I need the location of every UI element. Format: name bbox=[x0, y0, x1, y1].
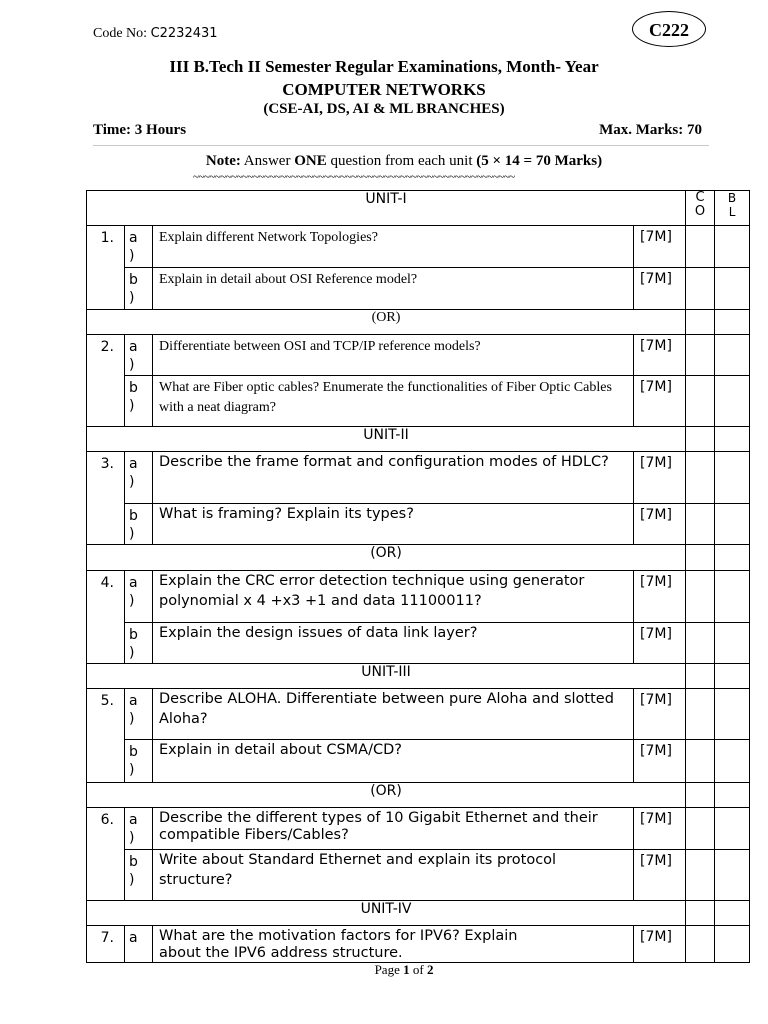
note-text-1: Answer bbox=[240, 153, 295, 169]
question-row bbox=[87, 268, 750, 310]
bl-cell bbox=[715, 504, 750, 545]
tilde-divider: ~~~~~~~~~~~~~~~~~~~~~~~~~~~~~~~~~~~~~~~~~~~~~~~~~~~~~~~~~~~ bbox=[193, 171, 515, 183]
co-cell bbox=[686, 335, 715, 376]
co-cell bbox=[686, 783, 715, 808]
or-row bbox=[87, 783, 750, 808]
bl-cell bbox=[715, 452, 750, 504]
page-total: 2 bbox=[426, 962, 434, 977]
page-label: Page bbox=[374, 962, 404, 977]
marks-cell: [7M] bbox=[634, 623, 686, 664]
question-text: Differentiate between OSI and TCP/IP reference models? bbox=[153, 335, 634, 376]
co-cell bbox=[686, 850, 715, 901]
question-number: 4. bbox=[87, 571, 125, 664]
page-footer bbox=[0, 962, 768, 978]
max-marks: Max. Marks: 70 bbox=[599, 122, 702, 138]
bl-cell bbox=[715, 571, 750, 623]
paper-code-badge: C222 bbox=[632, 11, 706, 47]
or-separator: (OR) bbox=[87, 310, 686, 335]
page-number: 1 bbox=[403, 962, 410, 977]
question-row bbox=[87, 571, 750, 623]
marks-cell: [7M] bbox=[634, 850, 686, 901]
unit-heading: UNIT-II bbox=[87, 427, 686, 452]
marks-cell: [7M] bbox=[634, 504, 686, 545]
sub-label: b ) bbox=[125, 268, 153, 310]
or-row bbox=[87, 310, 750, 335]
sub-label: a ) bbox=[125, 226, 153, 268]
question-text bbox=[153, 926, 634, 963]
unit-row bbox=[87, 191, 750, 226]
note-text-2: question from each unit bbox=[326, 153, 477, 169]
bl-cell bbox=[715, 850, 750, 901]
co-cell bbox=[686, 545, 715, 571]
code-label: Code No: bbox=[93, 26, 151, 41]
marks-cell: [7M] bbox=[634, 740, 686, 783]
question-row bbox=[87, 335, 750, 376]
question-text-line: What are the motivation factors for IPV6? Explain bbox=[159, 928, 518, 944]
co-cell bbox=[686, 623, 715, 664]
co-cell bbox=[686, 926, 715, 963]
sub-label: b ) bbox=[125, 623, 153, 664]
co-cell bbox=[686, 808, 715, 850]
co-cell bbox=[686, 664, 715, 689]
bl-cell bbox=[715, 427, 750, 452]
note-one: ONE bbox=[294, 153, 327, 169]
co-cell bbox=[686, 504, 715, 545]
code-number bbox=[93, 26, 218, 42]
bl-cell bbox=[715, 783, 750, 808]
co-cell bbox=[686, 689, 715, 740]
co-cell bbox=[686, 571, 715, 623]
question-number: 5. bbox=[87, 689, 125, 783]
unit-heading: UNIT-I bbox=[87, 191, 686, 226]
co-header bbox=[686, 191, 715, 226]
question-number: 2. bbox=[87, 335, 125, 427]
question-text: What is framing? Explain its types? bbox=[153, 504, 634, 545]
question-text: Describe ALOHA. Differentiate between pure Aloha and slotted Aloha? bbox=[153, 689, 634, 740]
bl-cell bbox=[715, 740, 750, 783]
bl-cell bbox=[715, 310, 750, 335]
question-row bbox=[87, 504, 750, 545]
question-row bbox=[87, 226, 750, 268]
or-row bbox=[87, 545, 750, 571]
branches-line: (CSE-AI, DS, AI & ML BRANCHES) bbox=[263, 101, 505, 117]
question-number: 3. bbox=[87, 452, 125, 545]
sub-label: a ) bbox=[125, 335, 153, 376]
marks-cell: [7M] bbox=[634, 571, 686, 623]
sub-label: a ) bbox=[125, 452, 153, 504]
question-text: Explain the CRC error detection technique using generator polynomial x 4 +x3 +1 and data 11100011? bbox=[153, 571, 634, 623]
co-cell bbox=[686, 452, 715, 504]
sub-label: b ) bbox=[125, 504, 153, 545]
bl-header bbox=[715, 191, 750, 226]
marks-cell: [7M] bbox=[634, 808, 686, 850]
question-text: Describe the different types of 10 Gigabit Ethernet and their compatible Fibers/Cables? bbox=[153, 808, 634, 850]
co-cell bbox=[686, 427, 715, 452]
sub-label: a ) bbox=[125, 808, 153, 850]
sub-label: a ) bbox=[125, 571, 153, 623]
co-cell bbox=[686, 740, 715, 783]
time-allowed: Time: 3 Hours bbox=[93, 122, 187, 138]
question-table bbox=[86, 190, 750, 963]
unit-row bbox=[87, 901, 750, 926]
bl-cell bbox=[715, 808, 750, 850]
co-cell bbox=[686, 376, 715, 427]
sub-label: b ) bbox=[125, 376, 153, 427]
bl-cell bbox=[715, 226, 750, 268]
unit-heading: UNIT-III bbox=[87, 664, 686, 689]
question-text: Explain different Network Topologies? bbox=[153, 226, 634, 268]
note-label: Note: bbox=[205, 153, 241, 169]
question-row bbox=[87, 740, 750, 783]
unit-heading: UNIT-IV bbox=[87, 901, 686, 926]
question-number: 7. bbox=[87, 926, 125, 963]
sub-label: a bbox=[125, 926, 153, 963]
question-text: Explain in detail about CSMA/CD? bbox=[153, 740, 634, 783]
or-separator: (OR) bbox=[87, 783, 686, 808]
question-row bbox=[87, 623, 750, 664]
exam-title: III B.Tech II Semester Regular Examinations, Month- Year bbox=[169, 57, 599, 76]
marks-cell: [7M] bbox=[634, 689, 686, 740]
question-text: Explain the design issues of data link layer? bbox=[153, 623, 634, 664]
question-row bbox=[87, 808, 750, 850]
header-divider bbox=[93, 145, 709, 146]
marks-cell: [7M] bbox=[634, 268, 686, 310]
marks-cell: [7M] bbox=[634, 452, 686, 504]
bl-cell bbox=[715, 689, 750, 740]
question-number: 1. bbox=[87, 226, 125, 310]
bl-header-line: L bbox=[728, 205, 736, 219]
bl-cell bbox=[715, 664, 750, 689]
marks-cell: [7M] bbox=[634, 226, 686, 268]
marks-cell: [7M] bbox=[634, 335, 686, 376]
question-row bbox=[87, 376, 750, 427]
bl-cell bbox=[715, 268, 750, 310]
page-of-label: of bbox=[409, 962, 427, 977]
marks-cell: [7M] bbox=[634, 376, 686, 427]
bl-cell bbox=[715, 901, 750, 926]
unit-row bbox=[87, 427, 750, 452]
code-value: C2232431 bbox=[150, 26, 218, 41]
bl-cell bbox=[715, 335, 750, 376]
question-number: 6. bbox=[87, 808, 125, 901]
instructions-note bbox=[0, 153, 768, 170]
co-cell bbox=[686, 901, 715, 926]
unit-row bbox=[87, 664, 750, 689]
co-cell bbox=[686, 310, 715, 335]
marks-cell: [7M] bbox=[634, 926, 686, 963]
bl-cell bbox=[715, 623, 750, 664]
question-text: Describe the frame format and configuration modes of HDLC? bbox=[153, 452, 634, 504]
question-row bbox=[87, 689, 750, 740]
question-row bbox=[87, 452, 750, 504]
sub-label: b ) bbox=[125, 740, 153, 783]
question-text: Explain in detail about OSI Reference model? bbox=[153, 268, 634, 310]
note-marks: (5 × 14 = 70 Marks) bbox=[476, 153, 603, 169]
question-row bbox=[87, 850, 750, 901]
sub-label: b ) bbox=[125, 850, 153, 901]
co-cell bbox=[686, 268, 715, 310]
bl-header-line: B bbox=[727, 191, 737, 205]
question-row bbox=[87, 926, 750, 963]
bl-cell bbox=[715, 376, 750, 427]
bl-cell bbox=[715, 926, 750, 963]
bl-cell bbox=[715, 545, 750, 571]
or-separator: (OR) bbox=[87, 545, 686, 571]
question-text: What are Fiber optic cables? Enumerate the functionalities of Fiber Optic Cables with a neat diagram? bbox=[153, 376, 634, 427]
co-cell bbox=[686, 226, 715, 268]
sub-label: a ) bbox=[125, 689, 153, 740]
subject-title: COMPUTER NETWORKS bbox=[282, 80, 486, 99]
co-header-line: O bbox=[694, 204, 706, 219]
question-text: Write about Standard Ethernet and explain its protocol structure? bbox=[153, 850, 634, 901]
co-header-line: C bbox=[695, 190, 705, 205]
question-text-line: about the IPV6 address structure. bbox=[159, 945, 403, 961]
